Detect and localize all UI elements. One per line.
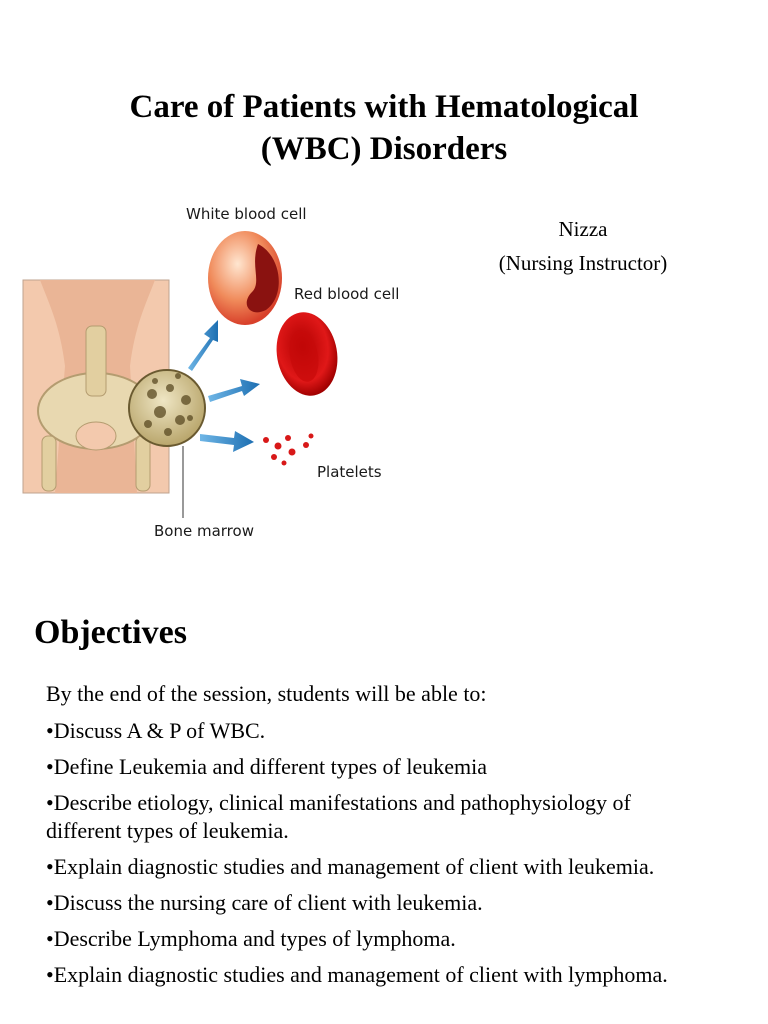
bullet-icon: • xyxy=(46,854,54,879)
list-item xyxy=(46,889,676,917)
label-white-blood-cell: White blood cell xyxy=(186,205,307,223)
list-item-text: Discuss A & P of WBC. xyxy=(53,718,266,743)
label-red-blood-cell: Red blood cell xyxy=(294,285,400,303)
white-blood-cell-icon xyxy=(208,231,282,325)
author-role: (Nursing Instructor) xyxy=(498,251,668,275)
arrow-to-wbc xyxy=(188,320,218,371)
author-block xyxy=(460,212,706,280)
bullet-icon: • xyxy=(46,890,54,915)
arrow-to-rbc xyxy=(208,379,260,402)
list-item xyxy=(46,853,676,881)
author-name: Nizza xyxy=(558,217,608,241)
objectives-list xyxy=(46,717,676,997)
page-title xyxy=(0,86,768,170)
list-item-text: Explain diagnostic studies and management of client with lymphoma. xyxy=(53,962,668,987)
title-line-1: Care of Patients with Hematological xyxy=(129,89,639,125)
list-item-text: Describe etiology, clinical manifestations and pathophysiology of different types of leukemia. xyxy=(46,790,631,843)
bullet-icon: • xyxy=(46,790,54,815)
list-item xyxy=(46,789,676,845)
objectives-intro: By the end of the session, students will be able to: xyxy=(46,681,487,706)
blood-cell-illustration xyxy=(20,196,420,546)
red-blood-cell-icon xyxy=(270,307,344,400)
list-item xyxy=(46,961,676,989)
objectives-heading: Objectives xyxy=(34,614,187,651)
label-platelets: Platelets xyxy=(317,463,382,481)
list-item-text: Explain diagnostic studies and management of client with leukemia. xyxy=(53,854,655,879)
list-item-text: Discuss the nursing care of client with leukemia. xyxy=(53,890,483,915)
title-line-2: (WBC) Disorders xyxy=(260,131,508,167)
label-bone-marrow: Bone marrow xyxy=(154,522,254,540)
arrow-to-platelets xyxy=(200,431,254,452)
list-item-text: Define Leukemia and different types of leukemia xyxy=(53,754,488,779)
platelets-icon xyxy=(263,434,314,466)
bullet-icon: • xyxy=(46,926,54,951)
bullet-icon: • xyxy=(46,962,54,987)
list-item xyxy=(46,717,676,745)
bullet-icon: • xyxy=(46,754,54,779)
bullet-icon: • xyxy=(46,718,54,743)
list-item xyxy=(46,753,676,781)
list-item-text: Describe Lymphoma and types of lymphoma. xyxy=(53,926,456,951)
list-item xyxy=(46,925,676,953)
